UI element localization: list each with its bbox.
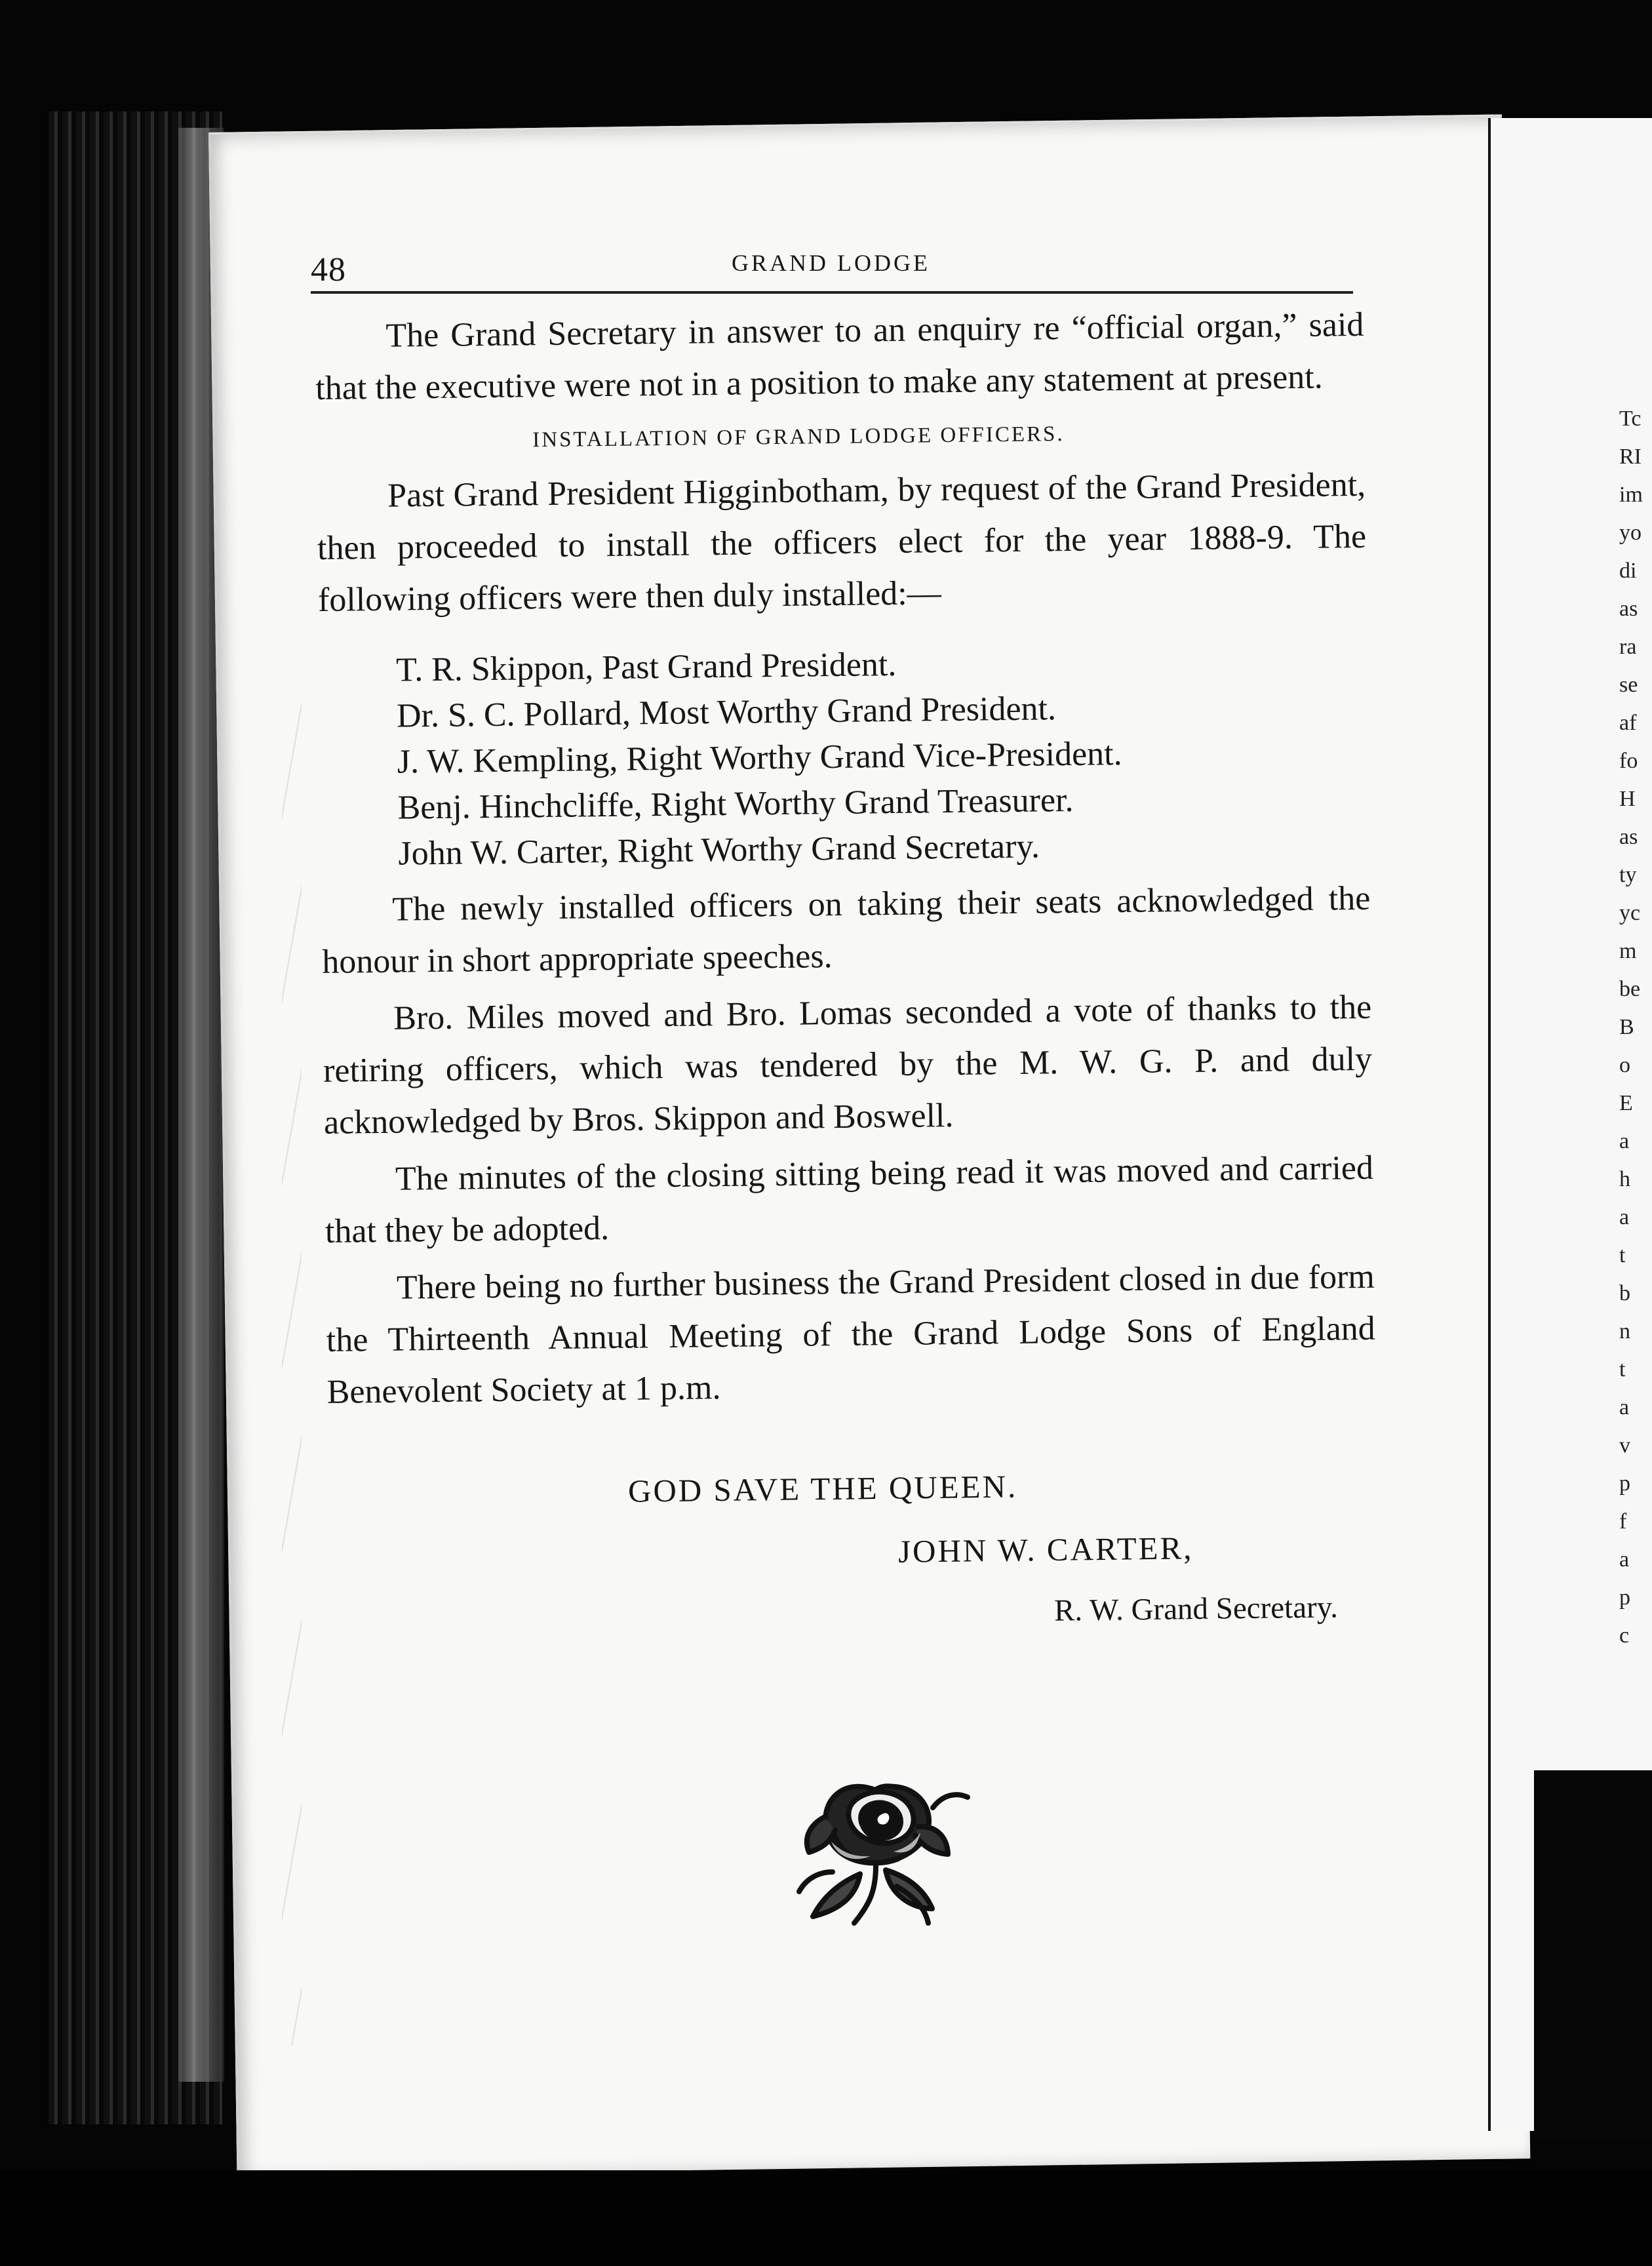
signature-role: R. W. Grand Secretary. [1053,1590,1339,1628]
bottom-scan-margin [0,2170,1652,2266]
officer-line: J. W. Kempling, Right Worthy Grand Vice-President. [397,735,1122,781]
running-title: GRAND LODGE [732,250,930,276]
installation-heading: INSTALLATION OF GRAND LODGE OFFICERS. [532,422,1065,452]
officer-list [319,637,1370,878]
officer-line: Dr. S. C. Pollard, Most Worthy Grand President. [396,690,1057,735]
officer-line: Benj. Hinchcliffe, Right Worthy Grand Treasurer. [397,781,1074,827]
installation-paragraph: Past Grand President Higginbotham, by request of the Grand President, then proceeded to install the officers elect for the year 1888-9. The following officers were then duly installed:— [317,466,1367,619]
page-marks [282,669,302,2046]
page-body [315,299,1376,1418]
page-header [311,239,1353,294]
officer-line: John W. Carter, Right Worthy Grand Secretary. [398,827,1040,873]
signature-name: JOHN W. CARTER, [897,1530,1194,1570]
adjacent-page-shadow [1534,1770,1652,2137]
officer-line: T. R. Skippon, Past Grand President. [395,645,897,689]
closing-motto: GOD SAVE THE QUEEN. [627,1468,1018,1509]
adjacent-page-text-fragments: Tc RI im yo di as ra se af fo H as ty yc m be B o E a h a t b n t a v p f a p c [1619,407,1643,1648]
official-organ-paragraph: The Grand Secretary in answer to an enquiry re “official organ,” said that the executive were not in a position to make any statement at present. [315,306,1364,407]
acknowledgement-paragraph: The newly installed officers on taking their seats acknowledged the honour in short appropriate speeches. [321,879,1371,981]
vote-of-thanks-paragraph: Bro. Miles moved and Bro. Lomas seconded a vote of thanks to the retiring officers, which was tendered by the M. W. G. P. and duly acknowledged by Bros. Skippon and Boswell. [323,988,1373,1142]
minutes-paragraph: The minutes of the closing sitting being read it was moved and carried that they be adopted. [324,1149,1374,1250]
closing-paragraph: There being no further business the Grand President closed in due form the Thirteenth Annual Meeting of the Grand Lodge Sons of England Benevolent Society at 1 p.m. [326,1258,1376,1411]
rose-icon [780,1754,977,1938]
page-number: 48 [311,251,346,288]
